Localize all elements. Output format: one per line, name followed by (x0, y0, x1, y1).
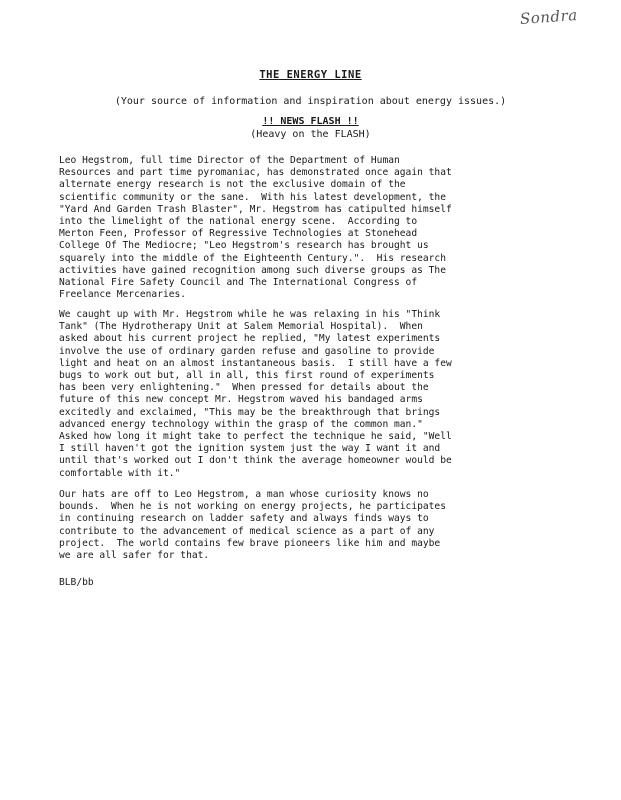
news-flash-subheading: (Heavy on the FLASH) (250, 129, 371, 140)
document-title: THE ENERGY LINE (259, 69, 362, 81)
body-paragraph-1: Leo Hegstrom, full time Director of the Department of Human Resources and part time pyromaniac, has demonstrated once again that alternate energy research is not the exclusive domain of the scientific community or the sane. With his latest development, the "Yard And Garden Trash Blaster", Mr. Hegstrom has catipulted himself into the limelight of the national energy scene. According to Merton Feen, Professor of Regressive Technologies at Stonehead College Of The Mediocre; "Leo Hegstrom's research has brought us squarely into the middle of the Eighteenth Century.". His research activities have gained recognition among such diverse groups as The National Fire Safety Council and The International Congress of Freelance Mercenaries. (59, 155, 452, 301)
document-subtitle: (Your source of information and inspiration about energy issues.) (114, 96, 507, 107)
news-flash-heading: !! NEWS FLASH !! (262, 116, 359, 127)
body-paragraph-2: We caught up with Mr. Hegstrom while he was relaxing in his "Think Tank" (The Hydrotherapy Unit at Salem Memorial Hospital). When asked about his current project he replied, "My latest experiments involve the use of ordinary garden refuse and gasoline to provide light and heat on an almost instantaneous basis. I still have a few bugs to work out but, all in all, this first round of experiments has been very enlightening." When pressed for details about the future of this new concept Mr. Hegstrom waved his bandaged arms excitedly and exclaimed, "This may be the breakthrough that brings advanced energy technology within the grasp of the common man." Asked how long it might take to perfect the technique he said, "Well I still haven't got the ignition system just the way I want it and until that's worked out I don't think the average homeowner would be comfortable with it." (59, 309, 452, 479)
author-initials: BLB/bb (59, 577, 94, 588)
handwritten-signature: Sondra (519, 6, 579, 28)
body-paragraph-3: Our hats are off to Leo Hegstrom, a man whose curiosity knows no bounds. When he is not working on energy projects, he participates in continuing research on ladder safety and always finds ways to contribute to the advancement of medical science as a part of any project. The world contains few brave pioneers like him and maybe we are all safer for that. (59, 489, 446, 562)
